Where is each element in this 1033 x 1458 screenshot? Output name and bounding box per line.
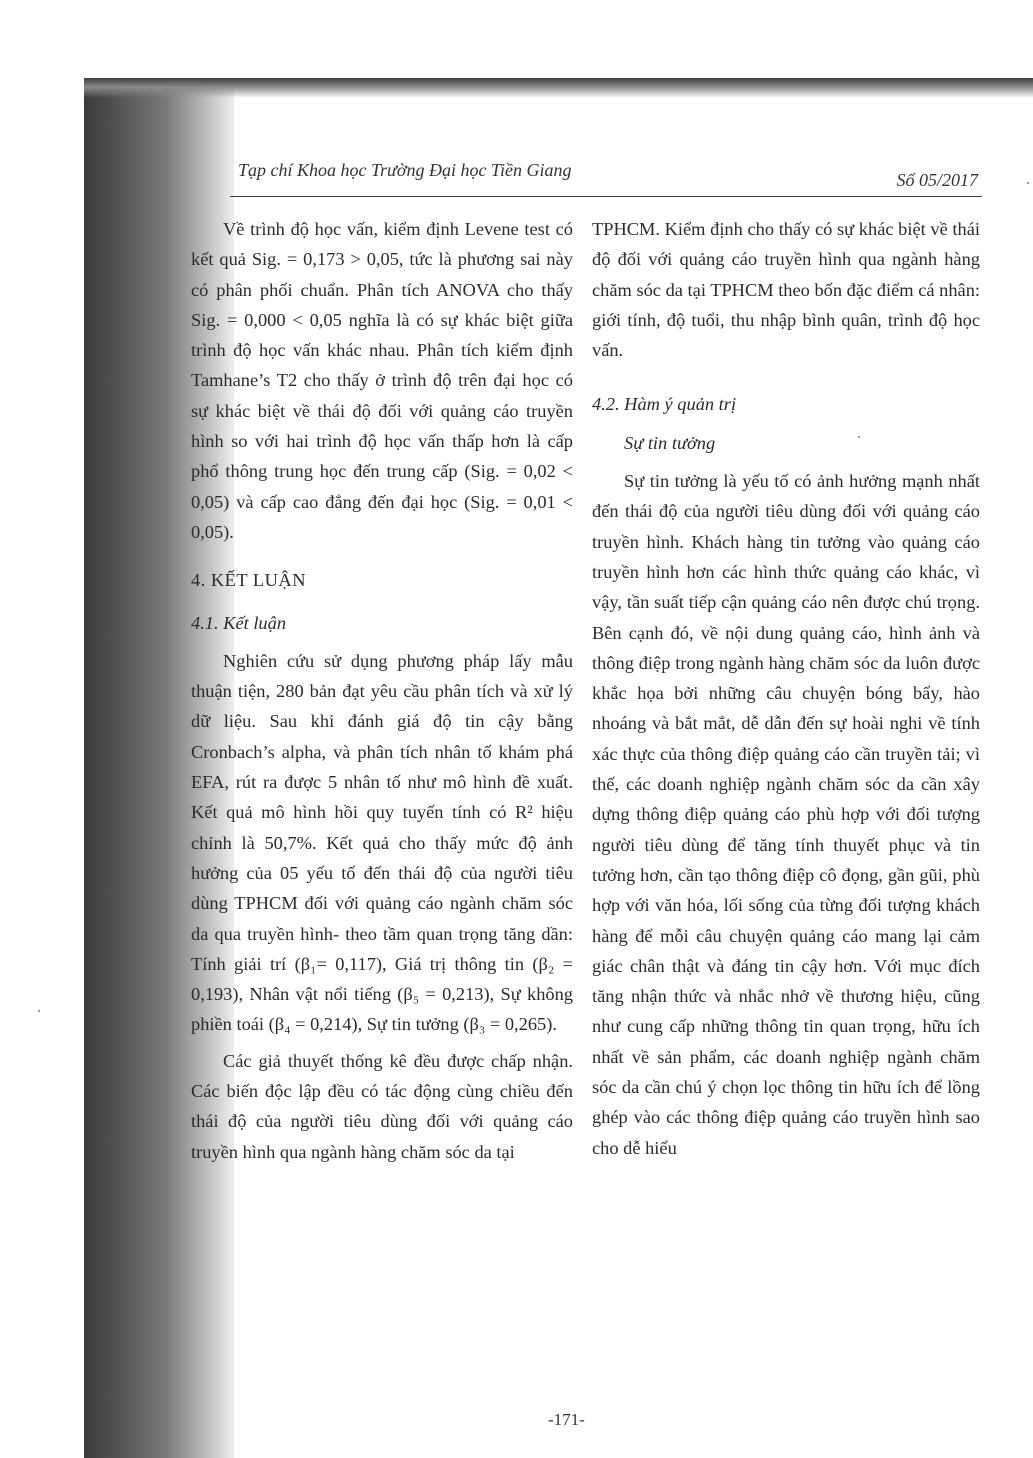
scan-speck: [858, 436, 860, 438]
top-scan-shadow: [84, 78, 1033, 98]
paragraph-results: Nghiên cứu sử dụng phương pháp lấy mẫu thuận tiện, 280 bản đạt yêu cầu phân tích và xử lý dữ liệu. Sau khi đánh giá độ tin cậy bằng Cronbach’s alpha, và phân tích nhân tố khám phá EFA, rút ra được 5 nhân tố như mô hình đề xuất. Kết quả mô hình hồi quy tuyến tính có R² hiệu chỉnh là 50,7%. Kết quả cho thấy mức độ ảnh hưởng của 05 yếu tố đến thái độ của người tiêu dùng TPHCM đối với quảng cáo ngành chăm sóc da qua truyền hình- theo tầm quan trọng tăng dần: Tính giải trí (β₁= 0,117), Giá trị thông tin (β₂ = 0,193), Nhân vật nổi tiếng (β₅ = 0,213), Sự không phiền toái (β₄ = 0,214), Sự tin tưởng (β₃ = 0,265).: [191, 650, 573, 1035]
paragraph-hypotheses: Các giả thuyết thống kê đều được chấp nhận. Các biến độc lập đều có tác động cùng chiều đến thái độ của người tiêu dùng đối với quảng cáo truyền hình qua ngành hàng chăm sóc da tại: [191, 1050, 573, 1162]
header-rule: [230, 196, 982, 197]
left-column: [191, 214, 573, 1167]
page-number: -171-: [548, 1410, 585, 1429]
paragraph-continuation: TPHCM. Kiểm định cho thấy có sự khác biệt về thái độ đối với quảng cáo truyền hình qua ngành hàng chăm sóc da tại TPHCM theo bốn đặc điểm cá nhân: giới tính, độ tuổi, thu nhập bình quân, trình độ học vấn.: [592, 219, 980, 361]
subsection-heading-implications: 4.2. Hàm ý quản trị: [592, 394, 737, 415]
scan-speck: [1027, 182, 1029, 184]
paragraph-trust: Sự tin tưởng là yếu tố có ảnh hưởng mạnh nhất đến thái độ của người tiêu dùng đối với quảng cáo truyền hình. Khách hàng tin tưởng vào quảng cáo truyền hình hơn các hình thức quảng cáo khác, vì vậy, tần suất tiếp cận quảng cáo nên được chú trọng. Bên cạnh đó, về nội dung quảng cáo, hình ảnh và thông điệp trong ngành hàng chăm sóc da luôn được khắc họa bởi những câu chuyện bóng bẩy, hào nhoáng và bắt mắt, dễ dẫn đến sự hoài nghi về tính xác thực của thông điệp quảng cáo cần truyền tải; vì thế, các doanh nghiệp ngành chăm sóc da cần xây dựng thông điệp quảng cáo phù hợp với đối tượng người tiêu dùng để tăng tính thuyết phục và tin tưởng hơn, cần tạo thông điệp cô đọng, gần gũi, phù hợp với văn hóa, lối sống của từng đối tượng khách hàng để mỗi câu chuyện quảng cáo mang lại cảm giác chân thật và đáng tin cậy hơn. Với mục đích tăng nhận thức và nhắc nhở về thương hiệu, cũng như cung cấp những thông tin quan trọng, hữu ích nhất về sản phẩm, các doanh nghiệp ngành chăm sóc da cần chú ý chọn lọc thông tin hữu ích để lồng ghép vào các thông điệp quảng cáo truyền hình sao cho dễ hiểu: [592, 471, 980, 1158]
issue-number: Số 05/2017: [896, 170, 978, 190]
subsection-heading-conclusion: 4.1. Kết luận: [191, 612, 287, 633]
right-column: [592, 214, 980, 1163]
minor-heading-trust: Sự tin tưởng: [624, 432, 716, 453]
section-heading-conclusion: 4. KẾT LUẬN: [191, 570, 306, 591]
journal-title: Tạp chí Khoa học Trường Đại học Tiền Giang: [238, 160, 572, 180]
scan-speck: [38, 1010, 40, 1012]
paragraph-education: Về trình độ học vấn, kiểm định Levene test có kết quả Sig. = 0,173 > 0,05, tức là phương sai này có phân phối chuẩn. Phân tích ANOVA cho thấy Sig. = 0,000 < 0,05 nghĩa là có sự khác biệt giữa trình độ học vấn khác nhau. Phân tích kiểm định Tamhane’s T2 cho thấy ở trình độ trên đại học có sự khác biệt về thái độ đối với quảng cáo truyền hình so với hai trình độ học vấn thấp hơn là cấp phổ thông trung học đến trung cấp (Sig. = 0,02 < 0,05) và cấp cao đẳng đến đại học (Sig. = 0,01 < 0,05).: [191, 219, 573, 542]
